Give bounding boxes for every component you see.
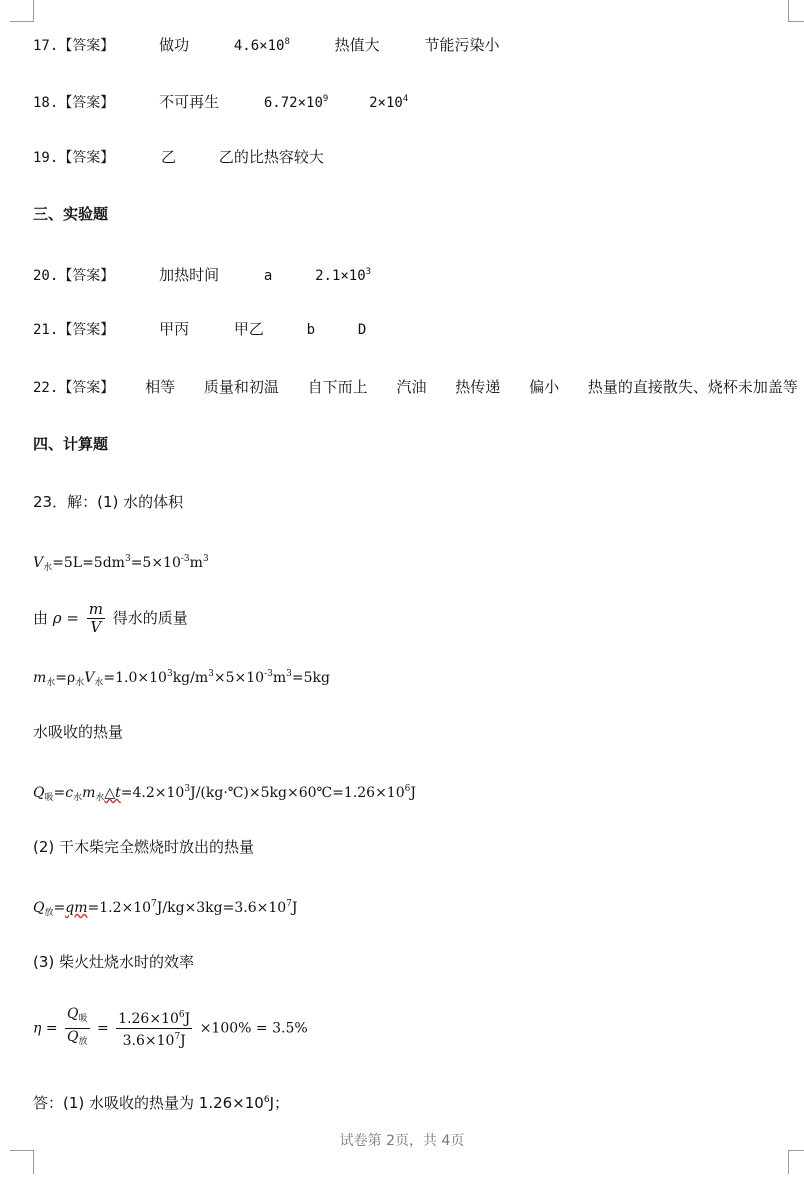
answer-2: $4.6\times 10^8$ bbox=[233, 37, 290, 54]
answer-3: 自下而上 bbox=[307, 378, 368, 396]
answer-6: 偏小 bbox=[529, 378, 560, 396]
question-label: 19.【答案】 bbox=[33, 150, 115, 166]
efficiency-fraction-1: $\frac{Q_吸}{Q_放}$ bbox=[67, 1006, 88, 1047]
page-footer: 试卷第 2页，共 4页 bbox=[339, 1133, 465, 1149]
crop-mark-bottom-left-h bbox=[10, 1150, 34, 1151]
answer-2: $6.72\times 10^9$ bbox=[263, 94, 329, 111]
crop-mark-top-right-h bbox=[788, 21, 804, 22]
answer-2: 质量和初温 bbox=[203, 378, 279, 396]
question-label: 18.【答案】 bbox=[33, 95, 115, 111]
final-answer: 答：(1) 水吸收的热量为 $1.26\times 10^6J$； bbox=[33, 1094, 290, 1112]
crop-mark-bottom-left-v bbox=[33, 1150, 34, 1174]
solution-intro: 23．解：(1) 水的体积 bbox=[33, 493, 184, 511]
heat-released-formula: $Q_放=qm=1.2\times 10^7J/kg\times 3kg=3.6\times 10^7J$ bbox=[33, 899, 298, 918]
answer-row-21 bbox=[33, 319, 366, 340]
heat-absorbed-title: 水吸收的热量 bbox=[33, 723, 124, 741]
answer-row-19 bbox=[33, 147, 324, 168]
answer-2: 乙的比热容较大 bbox=[218, 148, 324, 166]
answer-5: 热传递 bbox=[455, 378, 501, 396]
section-heading-calculation: 四、计算题 bbox=[33, 435, 109, 453]
volume-formula: $V_水=5L=5dm^3=5\times 10^{-3}m^3$ bbox=[33, 554, 209, 573]
question-label: 20.【答案】 bbox=[33, 268, 115, 284]
answer-4: D bbox=[357, 322, 367, 338]
answer-1: 不可再生 bbox=[159, 93, 220, 111]
answer-1: 甲丙 bbox=[159, 320, 190, 338]
efficiency-formula: η = $\frac{Q_吸}{Q_放}$ = $\frac{1.26\times 10^6J}{3.6\times 10^7J}$ ×100% = 3.5% bbox=[33, 1006, 308, 1049]
crop-mark-top-left-h bbox=[10, 21, 34, 22]
part3-title: (3) 柴火灶烧水时的效率 bbox=[33, 953, 195, 971]
section-heading-experiment: 三、实验题 bbox=[33, 205, 109, 223]
answer-1: 乙 bbox=[161, 148, 177, 166]
answer-3: b bbox=[306, 322, 316, 338]
answer-2: a bbox=[263, 268, 273, 284]
part2-title: (2) 干木柴完全燃烧时放出的热量 bbox=[33, 838, 255, 856]
efficiency-fraction-2: $\frac{1.26\times 10^6J}{3.6\times 10^7J}$ bbox=[116, 1007, 192, 1050]
density-formula: 由 ρ = $\frac{m}{V}$ 得水的质量 bbox=[33, 600, 188, 636]
answer-row-22 bbox=[33, 377, 798, 398]
crop-mark-top-left-v bbox=[33, 0, 34, 22]
answer-4: 节能污染小 bbox=[424, 36, 500, 54]
answer-3: $2\times 10^4$ bbox=[369, 94, 409, 111]
density-fraction: $\frac{m}{V}$ bbox=[88, 600, 103, 636]
answer-row-18 bbox=[33, 89, 408, 113]
question-label: 21.【答案】 bbox=[33, 322, 115, 338]
question-label: 22.【答案】 bbox=[33, 380, 115, 396]
heat-absorbed-formula: $Q_吸=c_水m_水\triangle t=4.2\times 10^3J/(kg\cdot℃)\times 5kg\times 60℃=1.26\times 10^6J$ bbox=[33, 784, 416, 803]
answer-7: 热量的直接散失、烧杯未加盖等 bbox=[587, 378, 798, 396]
question-label: 17.【答案】 bbox=[33, 38, 115, 54]
crop-mark-bottom-right-h bbox=[788, 1150, 804, 1151]
answer-1: 加热时间 bbox=[159, 266, 220, 284]
crop-mark-top-right-v bbox=[788, 0, 789, 22]
answer-1: 做功 bbox=[159, 36, 190, 54]
answer-row-17 bbox=[33, 32, 499, 56]
answer-row-20 bbox=[33, 262, 371, 286]
answer-1: 相等 bbox=[145, 378, 176, 396]
answer-4: 汽油 bbox=[396, 378, 427, 396]
answer-2: 甲乙 bbox=[233, 320, 264, 338]
answer-3: 热值大 bbox=[334, 36, 380, 54]
crop-mark-bottom-right-v bbox=[788, 1150, 789, 1174]
answer-3: $2.1\times 10^3$ bbox=[315, 267, 372, 284]
mass-formula: $m_水=\rho_水V_水=1.0\times 10^3kg/m^3\times 5\times 10^{-3}m^3=5kg$ bbox=[33, 669, 330, 688]
